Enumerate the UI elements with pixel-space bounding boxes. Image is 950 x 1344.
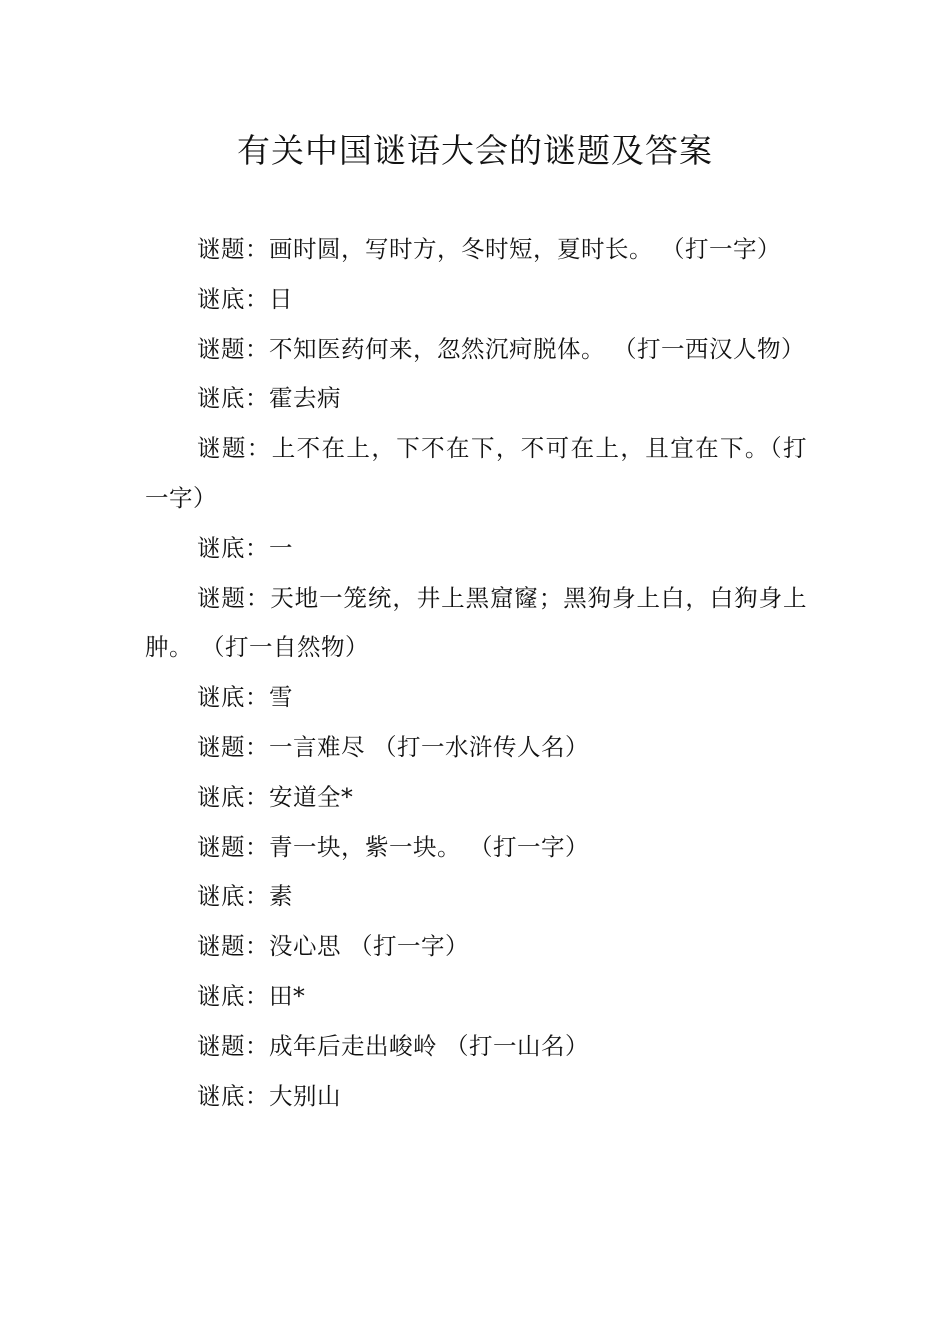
riddle-answer: 谜底：日 [197,284,293,313]
riddle-answer: 谜底：安道全* [197,782,354,811]
riddle-question: 谜题：不知医药何来，忽然沉疴脱体。 （打一西汉人物） [197,334,805,363]
riddle-question: 谜题：成年后走出峻岭 （打一山名） [197,1031,589,1060]
riddle-question: 谜题：画时圆，写时方，冬时短，夏时长。 （打一字） [197,235,781,263]
riddle-list [145,225,807,1121]
riddle-question: 谜题：天地一笼统，井上黑窟窿；黑狗身上白，白狗身上肿。 （打一自然物） [145,583,807,662]
riddle-question: 谜题：青一块，紫一块。 （打一字） [197,832,589,861]
riddle-answer: 谜底：一 [197,533,293,562]
riddle-answer: 谜底：大别山 [197,1081,341,1110]
riddle-answer: 谜底：霍去病 [197,384,341,413]
riddle-question: 谜题：一言难尽 （打一水浒传人名） [197,732,589,761]
document-title: 有关中国谜语大会的谜题及答案 [237,131,713,170]
riddle-question: 谜题：上不在上，下不在下，不可在上，且宜在下。（打一字） [145,434,807,512]
riddle-answer: 谜底：素 [197,882,293,911]
riddle-question: 谜题：没心思 （打一字） [197,932,469,961]
riddle-answer: 谜底：田* [197,981,306,1010]
riddle-answer: 谜底：雪 [197,683,293,712]
